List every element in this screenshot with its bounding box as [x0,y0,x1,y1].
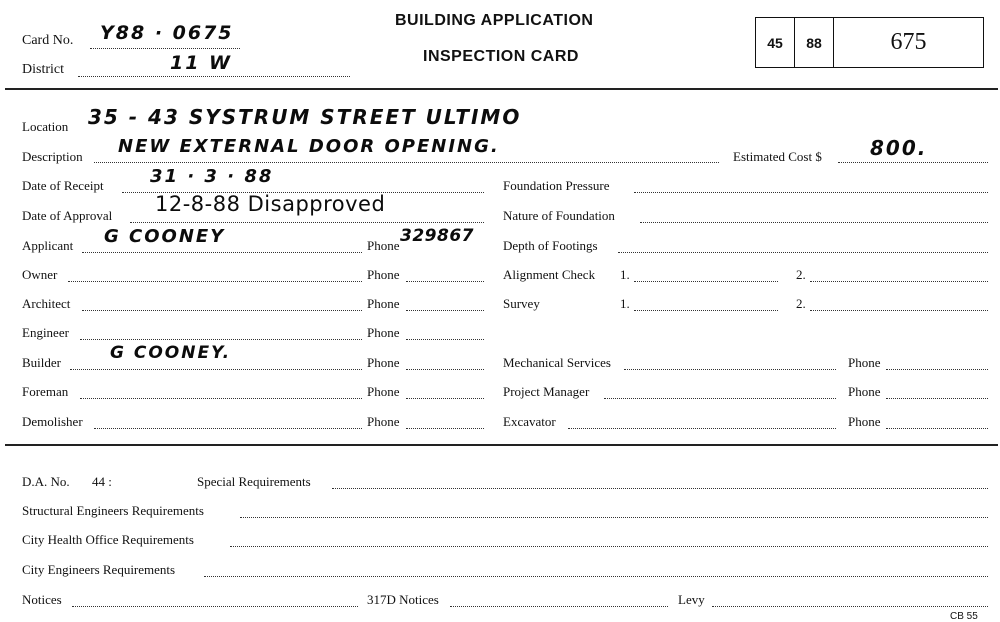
notices-label: Notices [22,592,62,607]
project-manager-phone-label: Phone [848,384,881,399]
alignment-check-line-1 [634,281,778,282]
card-no-label: Card No. [22,33,74,48]
demolisher-line [94,428,362,429]
form-code: CB 55 [950,611,978,622]
survey-1: 1. [620,296,630,311]
engineer-line [80,339,362,340]
description-label: Description [22,149,83,164]
project-manager-phone-line [886,398,988,399]
project-manager-label: Project Manager [503,384,590,399]
applicant-phone-value: 329867 [400,226,474,246]
health-requirements-label: City Health Office Requirements [22,532,194,547]
builder-label: Builder [22,355,61,370]
excavator-phone-line [886,428,988,429]
title-line-2: INSPECTION CARD [423,48,579,65]
title-line-1: BUILDING APPLICATION [395,12,594,29]
description-line [94,162,719,163]
architect-phone-line [406,310,484,311]
architect-label: Architect [22,296,71,311]
engineer-phone-line [406,339,484,340]
da-no-label: D.A. No. [22,474,70,489]
engineer-label: Engineer [22,325,69,340]
architect-phone-label: Phone [367,296,400,311]
applicant-label: Applicant [22,238,74,253]
alignment-check-2: 2. [796,267,806,282]
excavator-phone-label: Phone [848,414,881,429]
district-line [78,76,350,77]
details-divider [5,444,998,446]
architect-line [82,310,362,311]
notices-line [72,606,358,607]
mechanical-phone-label: Phone [848,355,881,370]
levy-line [712,606,988,607]
location-label: Location [22,119,69,134]
date-receipt-label: Date of Receipt [22,178,104,193]
health-requirements-line [230,546,988,547]
depth-footings-line [618,252,988,253]
survey-label: Survey [503,296,540,311]
applicant-value: G COONEY [104,226,226,247]
builder-phone-label: Phone [367,355,400,370]
excavator-line [568,428,836,429]
mechanical-label: Mechanical Services [503,355,611,370]
box-cell-2: 88 [795,18,834,67]
district-value: 11 W [170,52,233,74]
estimated-cost-value: 800. [870,136,928,160]
builder-value: G COONEY. [110,343,232,363]
structural-requirements-line [240,517,988,518]
card-no-line [90,48,240,49]
foreman-phone-label: Phone [367,384,400,399]
mechanical-line [624,369,836,370]
estimated-cost-label: Estimated Cost $ [733,149,822,164]
demolisher-label: Demolisher [22,414,83,429]
structural-requirements-label: Structural Engineers Requirements [22,503,204,518]
foundation-pressure-line [634,192,988,193]
demolisher-phone-label: Phone [367,414,400,429]
foundation-pressure-label: Foundation Pressure [503,178,610,193]
owner-phone-line [406,281,484,282]
location-value: 35 - 43 SYSTRUM STREET ULTIMO [88,105,522,129]
demolisher-phone-line [406,428,484,429]
applicant-phone-label: Phone [367,238,400,253]
applicant-line [82,252,362,253]
header-divider [5,88,998,90]
notices-317d-label: 317D Notices [367,592,439,607]
city-engineers-requirements-label: City Engineers Requirements [22,562,176,577]
notices-317d-line [450,606,668,607]
nature-foundation-label: Nature of Foundation [503,208,615,223]
builder-phone-line [406,369,484,370]
alignment-check-line-2 [810,281,988,282]
survey-2: 2. [796,296,806,311]
project-manager-line [604,398,836,399]
city-engineers-requirements-line [204,576,988,577]
district-label: District [22,62,64,77]
special-requirements-line [332,488,988,489]
owner-line [68,281,362,282]
da-no-value: 44 : [92,474,112,489]
estimated-cost-line [838,162,988,163]
date-approval-line [130,222,484,223]
card-no-value: Y88 · 0675 [100,22,234,44]
card-number-box [755,17,984,68]
levy-label: Levy [678,592,705,607]
foreman-phone-line [406,398,484,399]
foreman-label: Foreman [22,384,69,399]
date-receipt-value: 31 · 3 · 88 [150,166,274,187]
survey-line-1 [634,310,778,311]
date-approval-label: Date of Approval [22,208,113,223]
alignment-check-label: Alignment Check [503,267,596,282]
builder-line [70,369,362,370]
mechanical-phone-line [886,369,988,370]
box-cell-1: 45 [756,18,795,67]
depth-footings-label: Depth of Footings [503,238,598,253]
box-cell-3: 675 [890,29,927,55]
foreman-line [80,398,362,399]
engineer-phone-label: Phone [367,325,400,340]
survey-line-2 [810,310,988,311]
owner-label: Owner [22,267,58,282]
excavator-label: Excavator [503,414,556,429]
date-approval-value: 12-8-88 Disapproved [155,192,386,216]
description-value: NEW EXTERNAL DOOR OPENING. [118,136,500,157]
nature-foundation-line [640,222,988,223]
alignment-check-1: 1. [620,267,630,282]
owner-phone-label: Phone [367,267,400,282]
special-requirements-label: Special Requirements [197,474,311,489]
